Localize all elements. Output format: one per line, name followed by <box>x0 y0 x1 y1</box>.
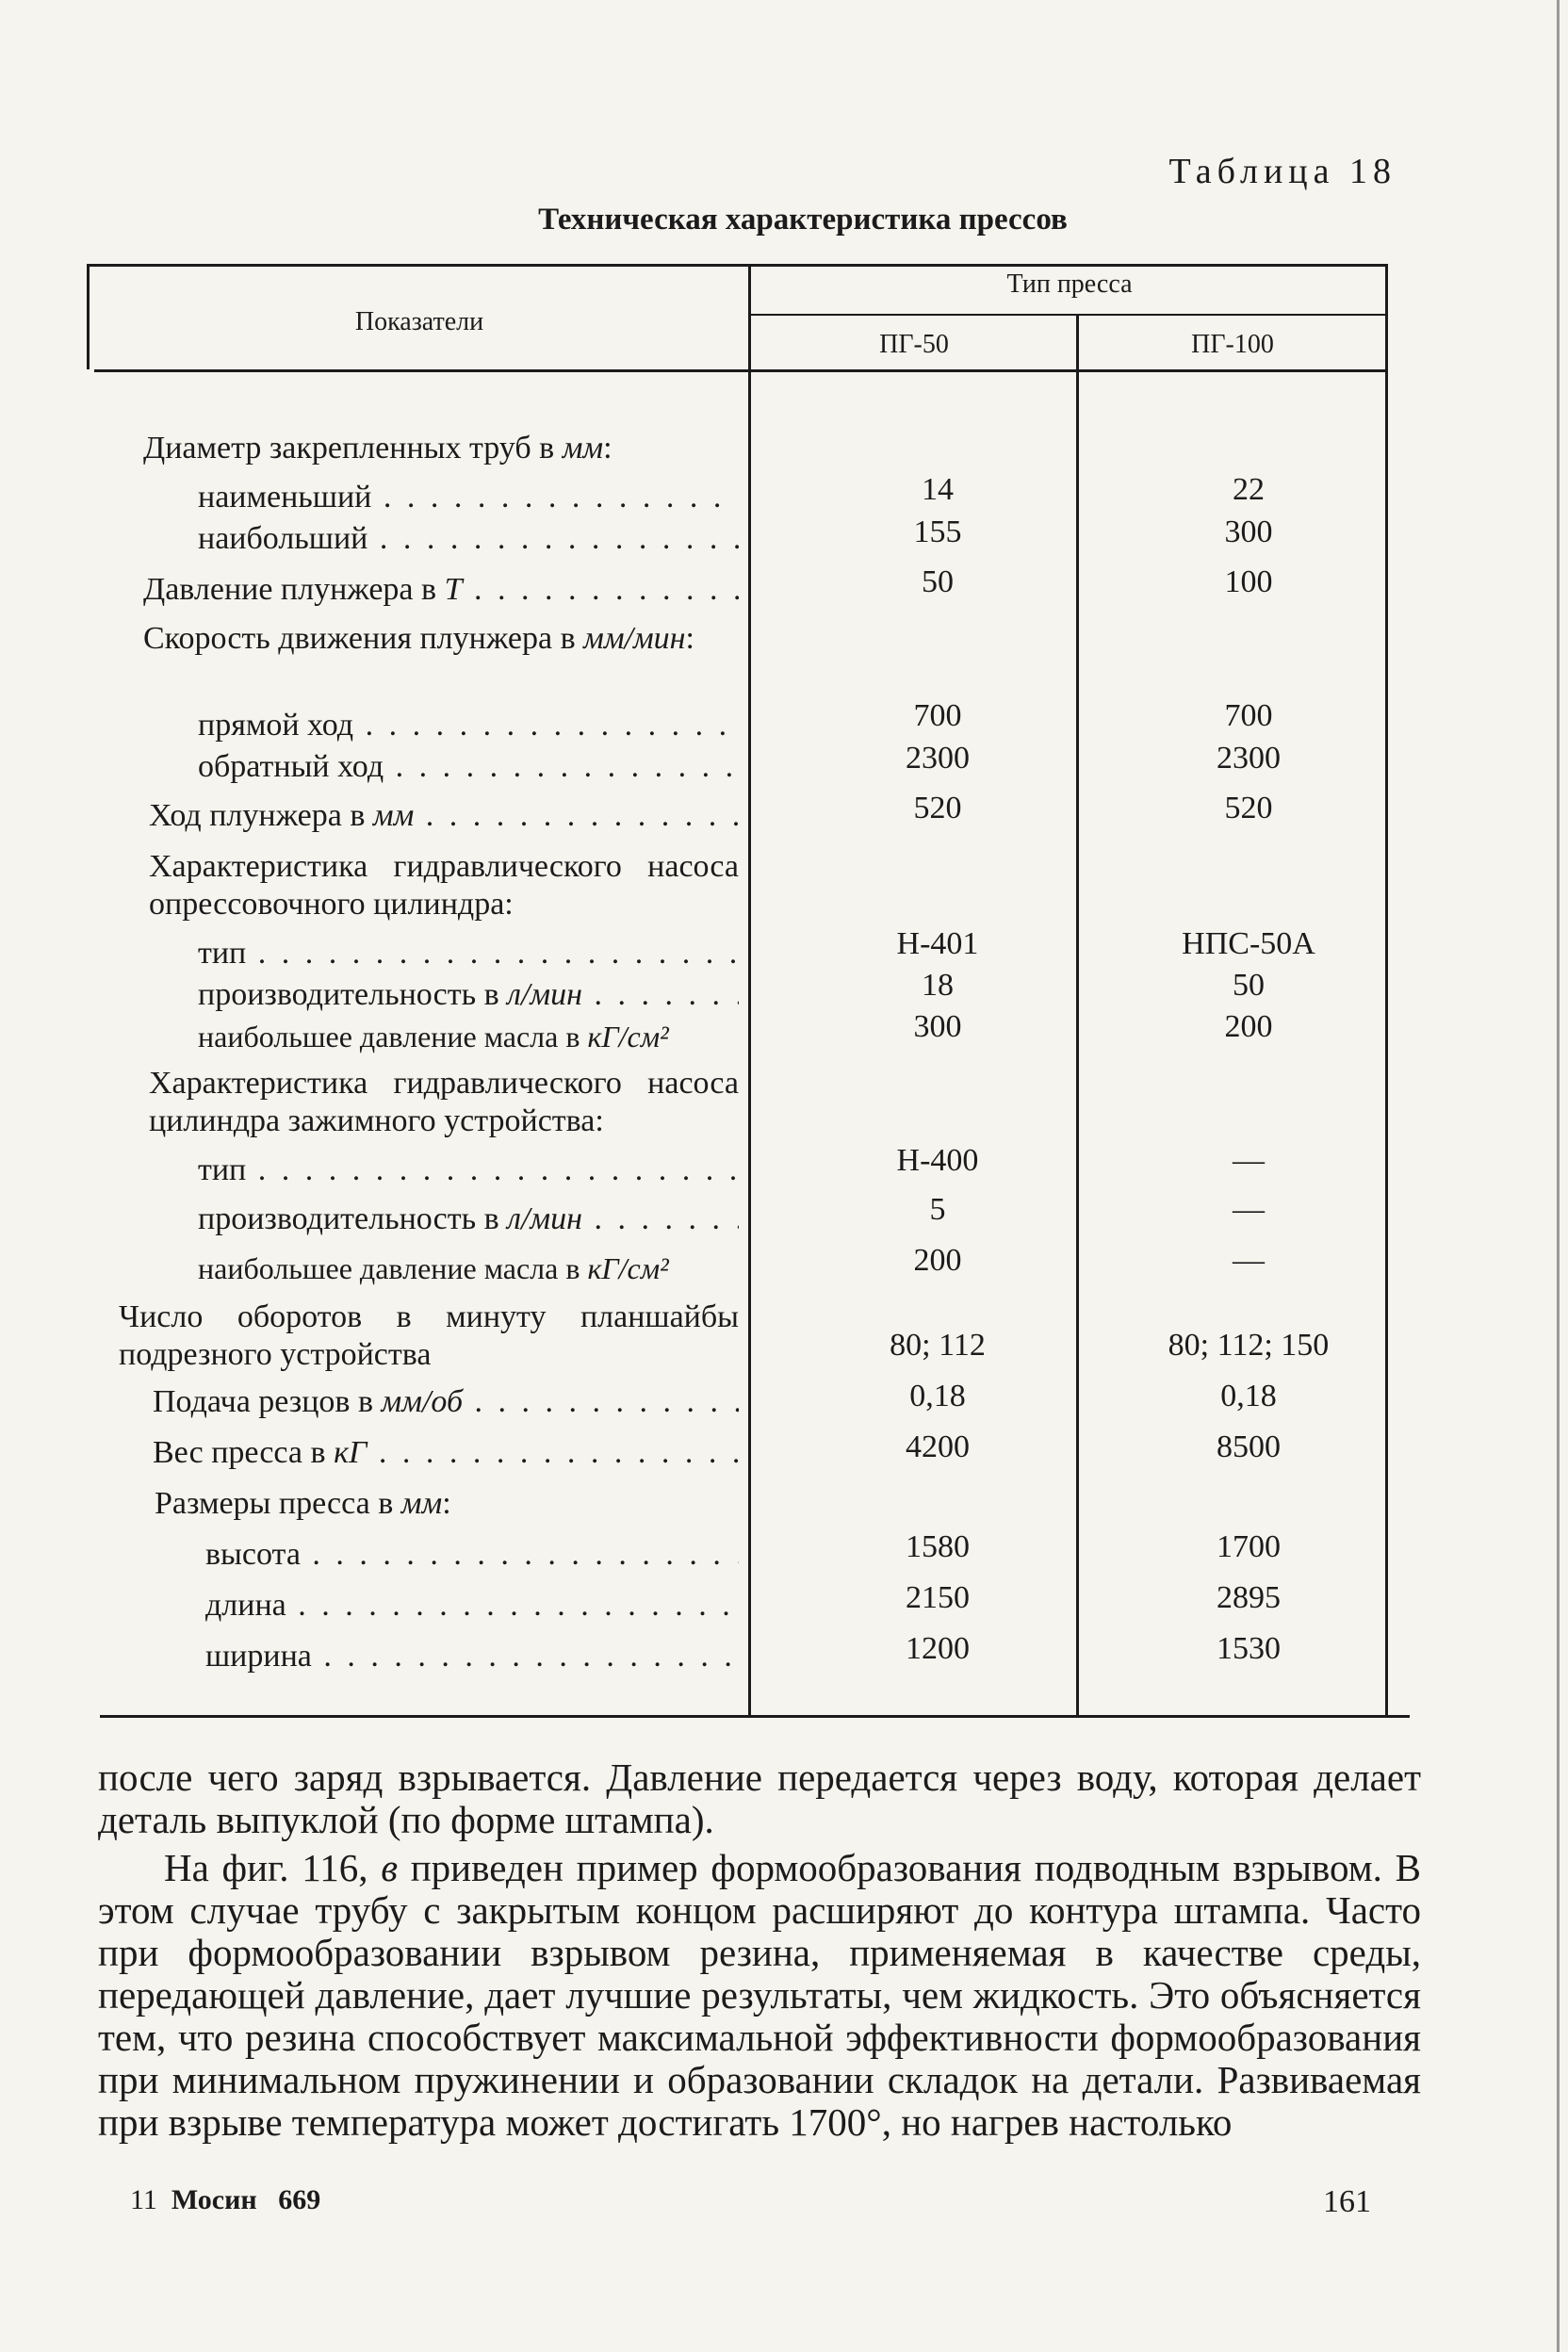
row-label: высота . . . <box>205 1536 739 1574</box>
cell-pg50: 80; 112 <box>890 1328 986 1363</box>
paragraph-1: после чего заряд взрывается. Давление передается через воду, которая делает деталь выпуклой (по форме штампа). <box>98 1756 1421 1841</box>
cell-pg100: НПС-50А <box>1182 926 1315 961</box>
cell-pg50: 4200 <box>906 1429 970 1464</box>
cell-pg50: 1200 <box>906 1631 970 1666</box>
cell-pg100: 520 <box>1224 791 1273 825</box>
row-label: Ход плунжера в мм . . . <box>149 797 739 835</box>
cell-pg50: 2300 <box>906 741 970 776</box>
table-bottom-rule <box>100 1715 1410 1718</box>
table-label: Таблица 18 <box>1168 152 1396 191</box>
row-label: Вес пресса в кГ . . . <box>153 1434 739 1472</box>
row-label: наибольший . . . <box>198 520 739 558</box>
row-label: ширина . . . <box>205 1638 739 1675</box>
cell-pg50: 520 <box>913 791 962 825</box>
row-label: Число оборотов в минуту планшайбы подрезного устройства <box>119 1299 739 1372</box>
cell-pg100: 100 <box>1224 564 1273 599</box>
page-number: 161 <box>1323 2184 1371 2219</box>
row-label: Диаметр закрепленных труб в мм: <box>143 431 612 466</box>
cell-pg50: 5 <box>929 1192 946 1227</box>
row-label: Подача резцов в мм/об . . . <box>153 1383 739 1421</box>
row-label: производительность в л/мин . . . <box>198 976 739 1014</box>
cell-pg50: Н-401 <box>896 926 979 961</box>
table-left-border <box>87 264 90 369</box>
cell-pg100: 80; 112; 150 <box>1168 1328 1330 1363</box>
cell-pg100: 200 <box>1224 1009 1273 1044</box>
row-label: длина . . . <box>205 1587 739 1625</box>
row-label: Характеристика гидравлического насоса цилиндра зажимного устройства: <box>149 1066 739 1138</box>
cell-pg100: 1530 <box>1217 1631 1281 1666</box>
cell-pg100: 300 <box>1224 514 1273 549</box>
cell-pg100: — <box>1233 1143 1265 1178</box>
cell-pg100: 700 <box>1224 698 1273 733</box>
row-label: Скорость движения плунжера в мм/мин: <box>143 621 694 656</box>
paragraph-2: На фиг. 116, в приведен пример формообразования подводным взрывом. В этом случае трубу с закрытым концом расширяют до контура штампа. Часто при формообразовании взрывом резина, применяемая в качестве среды, передающей давление, дает лучшие результаты, чем жидкость. Это объясняется тем, что резина способствует максимальной эффективности формообразования при минимальном пружинении и образовании складок на детали. Развиваемая при взрыве температура может достигать 1700°, но нагрев настолько <box>98 1846 1421 2144</box>
table-col-divider-1 <box>748 264 751 1715</box>
cell-pg50: 700 <box>913 698 962 733</box>
cell-pg50: 50 <box>922 564 954 599</box>
cell-pg50: 1580 <box>906 1529 970 1564</box>
cell-pg50: 18 <box>922 968 954 1003</box>
cell-pg100: 50 <box>1233 968 1265 1003</box>
table-header-bottom-rule <box>94 369 1387 372</box>
row-label: Размеры пресса в мм: <box>155 1486 451 1521</box>
cell-pg50: 14 <box>922 472 954 507</box>
row-label: наименьший . . . <box>198 479 739 516</box>
row-label: производительность в л/мин . . . <box>198 1200 739 1238</box>
row-label: Характеристика гидравлического насоса опрессовочного цилиндра: <box>149 849 739 922</box>
header-pg100: ПГ-100 <box>1191 330 1274 359</box>
row-label: наибольшее давление масла в кГ/см² <box>198 1251 669 1285</box>
cell-pg50: 200 <box>913 1243 962 1278</box>
table-top-rule <box>87 264 1387 267</box>
table-header-mid-rule <box>750 314 1387 316</box>
cell-pg50: Н-400 <box>896 1143 979 1178</box>
cell-pg100: 8500 <box>1217 1429 1281 1464</box>
cell-pg100: — <box>1233 1192 1265 1227</box>
cell-pg100: 0,18 <box>1220 1379 1277 1413</box>
cell-pg100: 2895 <box>1217 1580 1281 1615</box>
row-label: прямой ход . . . <box>198 707 739 744</box>
cell-pg100: 2300 <box>1217 741 1281 776</box>
header-indicators: Показатели <box>354 307 484 336</box>
footer-signature: 11 Мосин 669 <box>130 2184 321 2215</box>
row-label: Давление плунжера в Т . . . <box>143 571 739 609</box>
cell-pg50: 0,18 <box>909 1379 966 1413</box>
cell-pg100: 22 <box>1233 472 1265 507</box>
row-label: обратный ход . . . <box>198 748 739 786</box>
cell-pg100: 1700 <box>1217 1529 1281 1564</box>
row-label: тип . . . <box>198 935 739 972</box>
row-label: наибольшее давление масла в кГ/см² <box>198 1020 669 1054</box>
table-title: Техническая характеристика прессов <box>538 203 1068 237</box>
cell-pg50: 300 <box>913 1009 962 1044</box>
cell-pg100: — <box>1233 1243 1265 1278</box>
cell-pg50: 155 <box>913 514 962 549</box>
header-pg50: ПГ-50 <box>879 330 949 359</box>
header-press-type: Тип пресса <box>1006 270 1133 299</box>
page-edge <box>1557 0 1560 2352</box>
row-label: тип . . . <box>198 1152 739 1189</box>
cell-pg50: 2150 <box>906 1580 970 1615</box>
